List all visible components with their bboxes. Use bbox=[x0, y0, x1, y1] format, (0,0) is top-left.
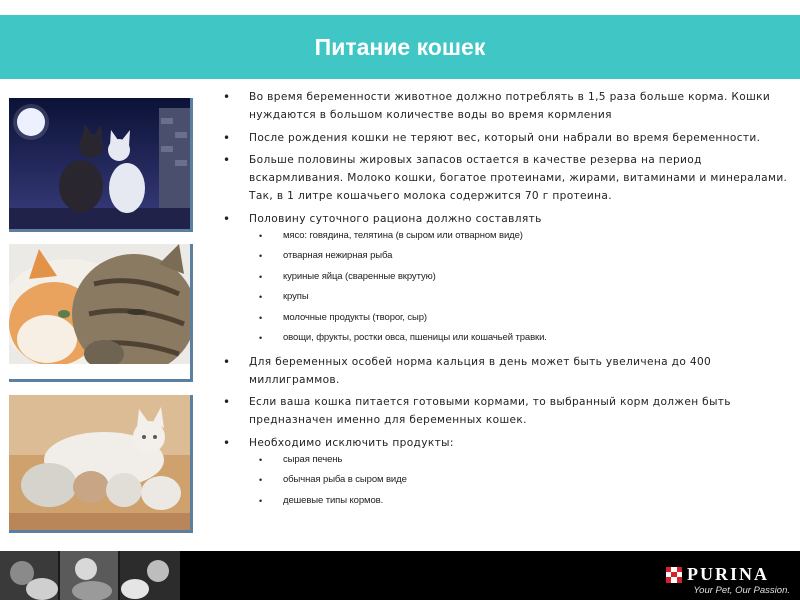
cats-moonlight-photo bbox=[9, 98, 193, 232]
checkerboard-logo-icon bbox=[666, 567, 682, 583]
bullet-text: После рождения кошки не теряют вес, который они набрали во время беременности. bbox=[249, 131, 761, 144]
bullet-item bbox=[221, 434, 797, 507]
bullet-item bbox=[221, 151, 797, 205]
bullet-list bbox=[221, 88, 797, 507]
bullet-item bbox=[221, 88, 797, 124]
footer-photo-strip bbox=[0, 551, 180, 600]
sub-bullet-item: • мясо: говядина, телятина (в сыром или отварном виде) bbox=[249, 230, 797, 242]
sub-bullet-list bbox=[249, 454, 797, 507]
bullet-item bbox=[221, 393, 797, 429]
bullet-text: Во время беременности животное должно потреблять в 1,5 раза больше корма. Кошки нуждаются в большом количестве воды во время кормления bbox=[249, 91, 771, 121]
sub-bullet-item: • крупы bbox=[249, 291, 797, 303]
sub-bullet-item: • отварная нежирная рыба bbox=[249, 250, 797, 262]
sub-bullet-item: • куриные яйца (сваренные вкрутую) bbox=[249, 271, 797, 283]
slide-title: Питание кошек bbox=[314, 33, 486, 60]
cat-with-kittens-photo bbox=[9, 395, 193, 533]
sub-bullet-item: • сырая печень bbox=[249, 454, 797, 466]
bullet-text: Если ваша кошка питается готовыми кормами, то выбранный корм должен быть предназначен именно для беременных кошек. bbox=[249, 396, 731, 426]
two-cats-resting-photo bbox=[9, 244, 193, 382]
bullet-item bbox=[221, 353, 797, 389]
bullet-text: Больше половины жировых запасов остается в качестве резерва на период вскармливания. Молоко кошки, богатое протеинами, жирами, витаминами и минералами. Так, в 1 литре кошачьего молока содержится 70 г протеина. bbox=[249, 154, 788, 202]
content-area bbox=[221, 88, 797, 515]
brand-slogan: Your Pet, Our Passion. bbox=[693, 585, 790, 596]
bullet-item bbox=[221, 129, 797, 147]
footer-bar bbox=[0, 551, 800, 600]
purina-logo bbox=[666, 564, 769, 585]
sub-bullet-list bbox=[249, 230, 797, 345]
bullet-text: Половину суточного рациона должно составлять bbox=[249, 212, 542, 225]
sub-bullet-item: • молочные продукты (творог, сыр) bbox=[249, 312, 797, 324]
brand-name: PURINA bbox=[687, 564, 769, 584]
bullet-text: Необходимо исключить продукты: bbox=[249, 436, 454, 449]
title-bar bbox=[0, 15, 800, 79]
bullet-item bbox=[221, 210, 797, 345]
bullet-text: Для беременных особей норма кальция в день может быть увеличена до 400 миллиграммов. bbox=[249, 355, 712, 386]
sub-bullet-item: • овощи, фрукты, ростки овса, пшеницы или кошачьей травки. bbox=[249, 332, 797, 344]
sub-bullet-item: • дешевые типы кормов. bbox=[249, 495, 797, 507]
sub-bullet-item: • обычная рыба в сыром виде bbox=[249, 474, 797, 486]
